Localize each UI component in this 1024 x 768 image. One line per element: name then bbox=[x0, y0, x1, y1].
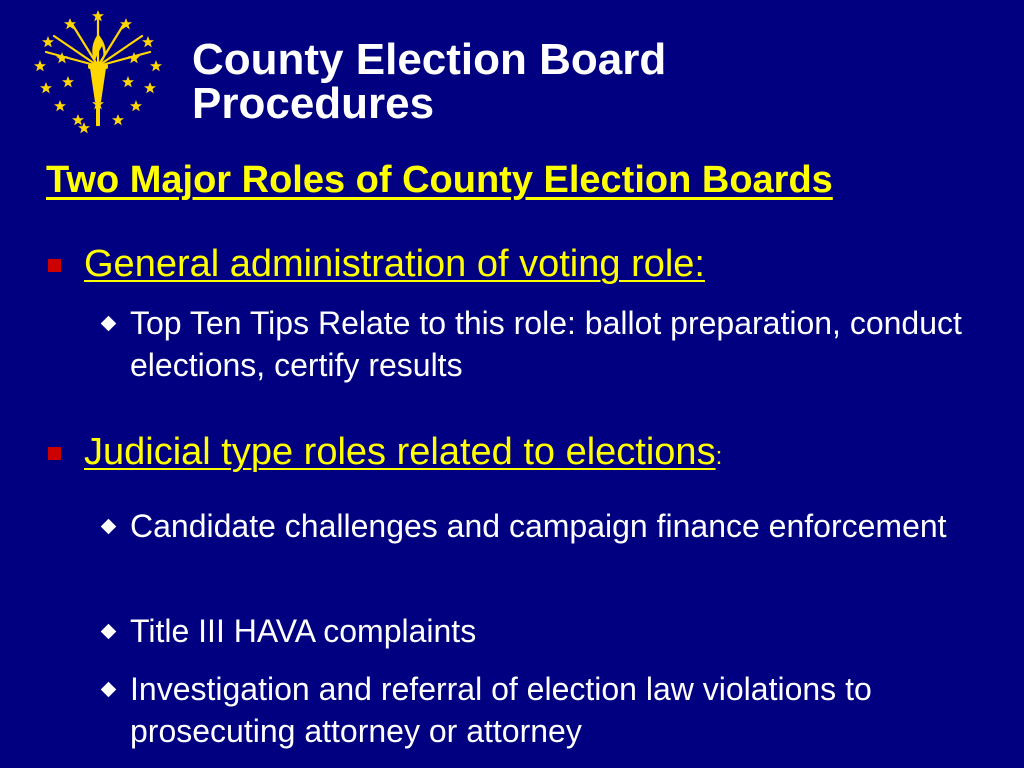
sub-bullet-text: Candidate challenges and campaign finance enforcement bbox=[130, 508, 947, 544]
diamond-bullet-icon bbox=[101, 624, 117, 640]
sub-bullet-text: Top Ten Tips Relate to this role: ballot preparation, conduct elections, certify results bbox=[130, 305, 962, 383]
diamond-bullet-icon bbox=[101, 519, 117, 535]
slide-title-line-2: Procedures bbox=[192, 79, 435, 128]
diamond-bullet-icon bbox=[101, 682, 117, 698]
bullet-label bbox=[84, 242, 705, 286]
bullet-label-colon: : bbox=[715, 443, 723, 470]
slide-title-line-1: County Election Board bbox=[192, 35, 667, 84]
square-bullet-icon bbox=[48, 259, 61, 272]
sub-bullet-text: Title III HAVA complaints bbox=[130, 613, 477, 649]
sub-bullet-text: Investigation and referral of election law violations to prosecuting attorney or attorney bbox=[130, 671, 872, 749]
bullet-label-text: Judicial type roles related to elections bbox=[84, 431, 716, 473]
slide-subtitle: Two Major Roles of County Election Boards bbox=[46, 159, 833, 201]
indiana-flag-emblem bbox=[28, 6, 168, 138]
bullet-label-text: General administration of voting role: bbox=[84, 243, 705, 285]
bullet-label bbox=[84, 430, 722, 479]
diamond-bullet-icon bbox=[101, 316, 117, 332]
square-bullet-icon bbox=[48, 447, 61, 460]
slide-title bbox=[192, 35, 667, 128]
